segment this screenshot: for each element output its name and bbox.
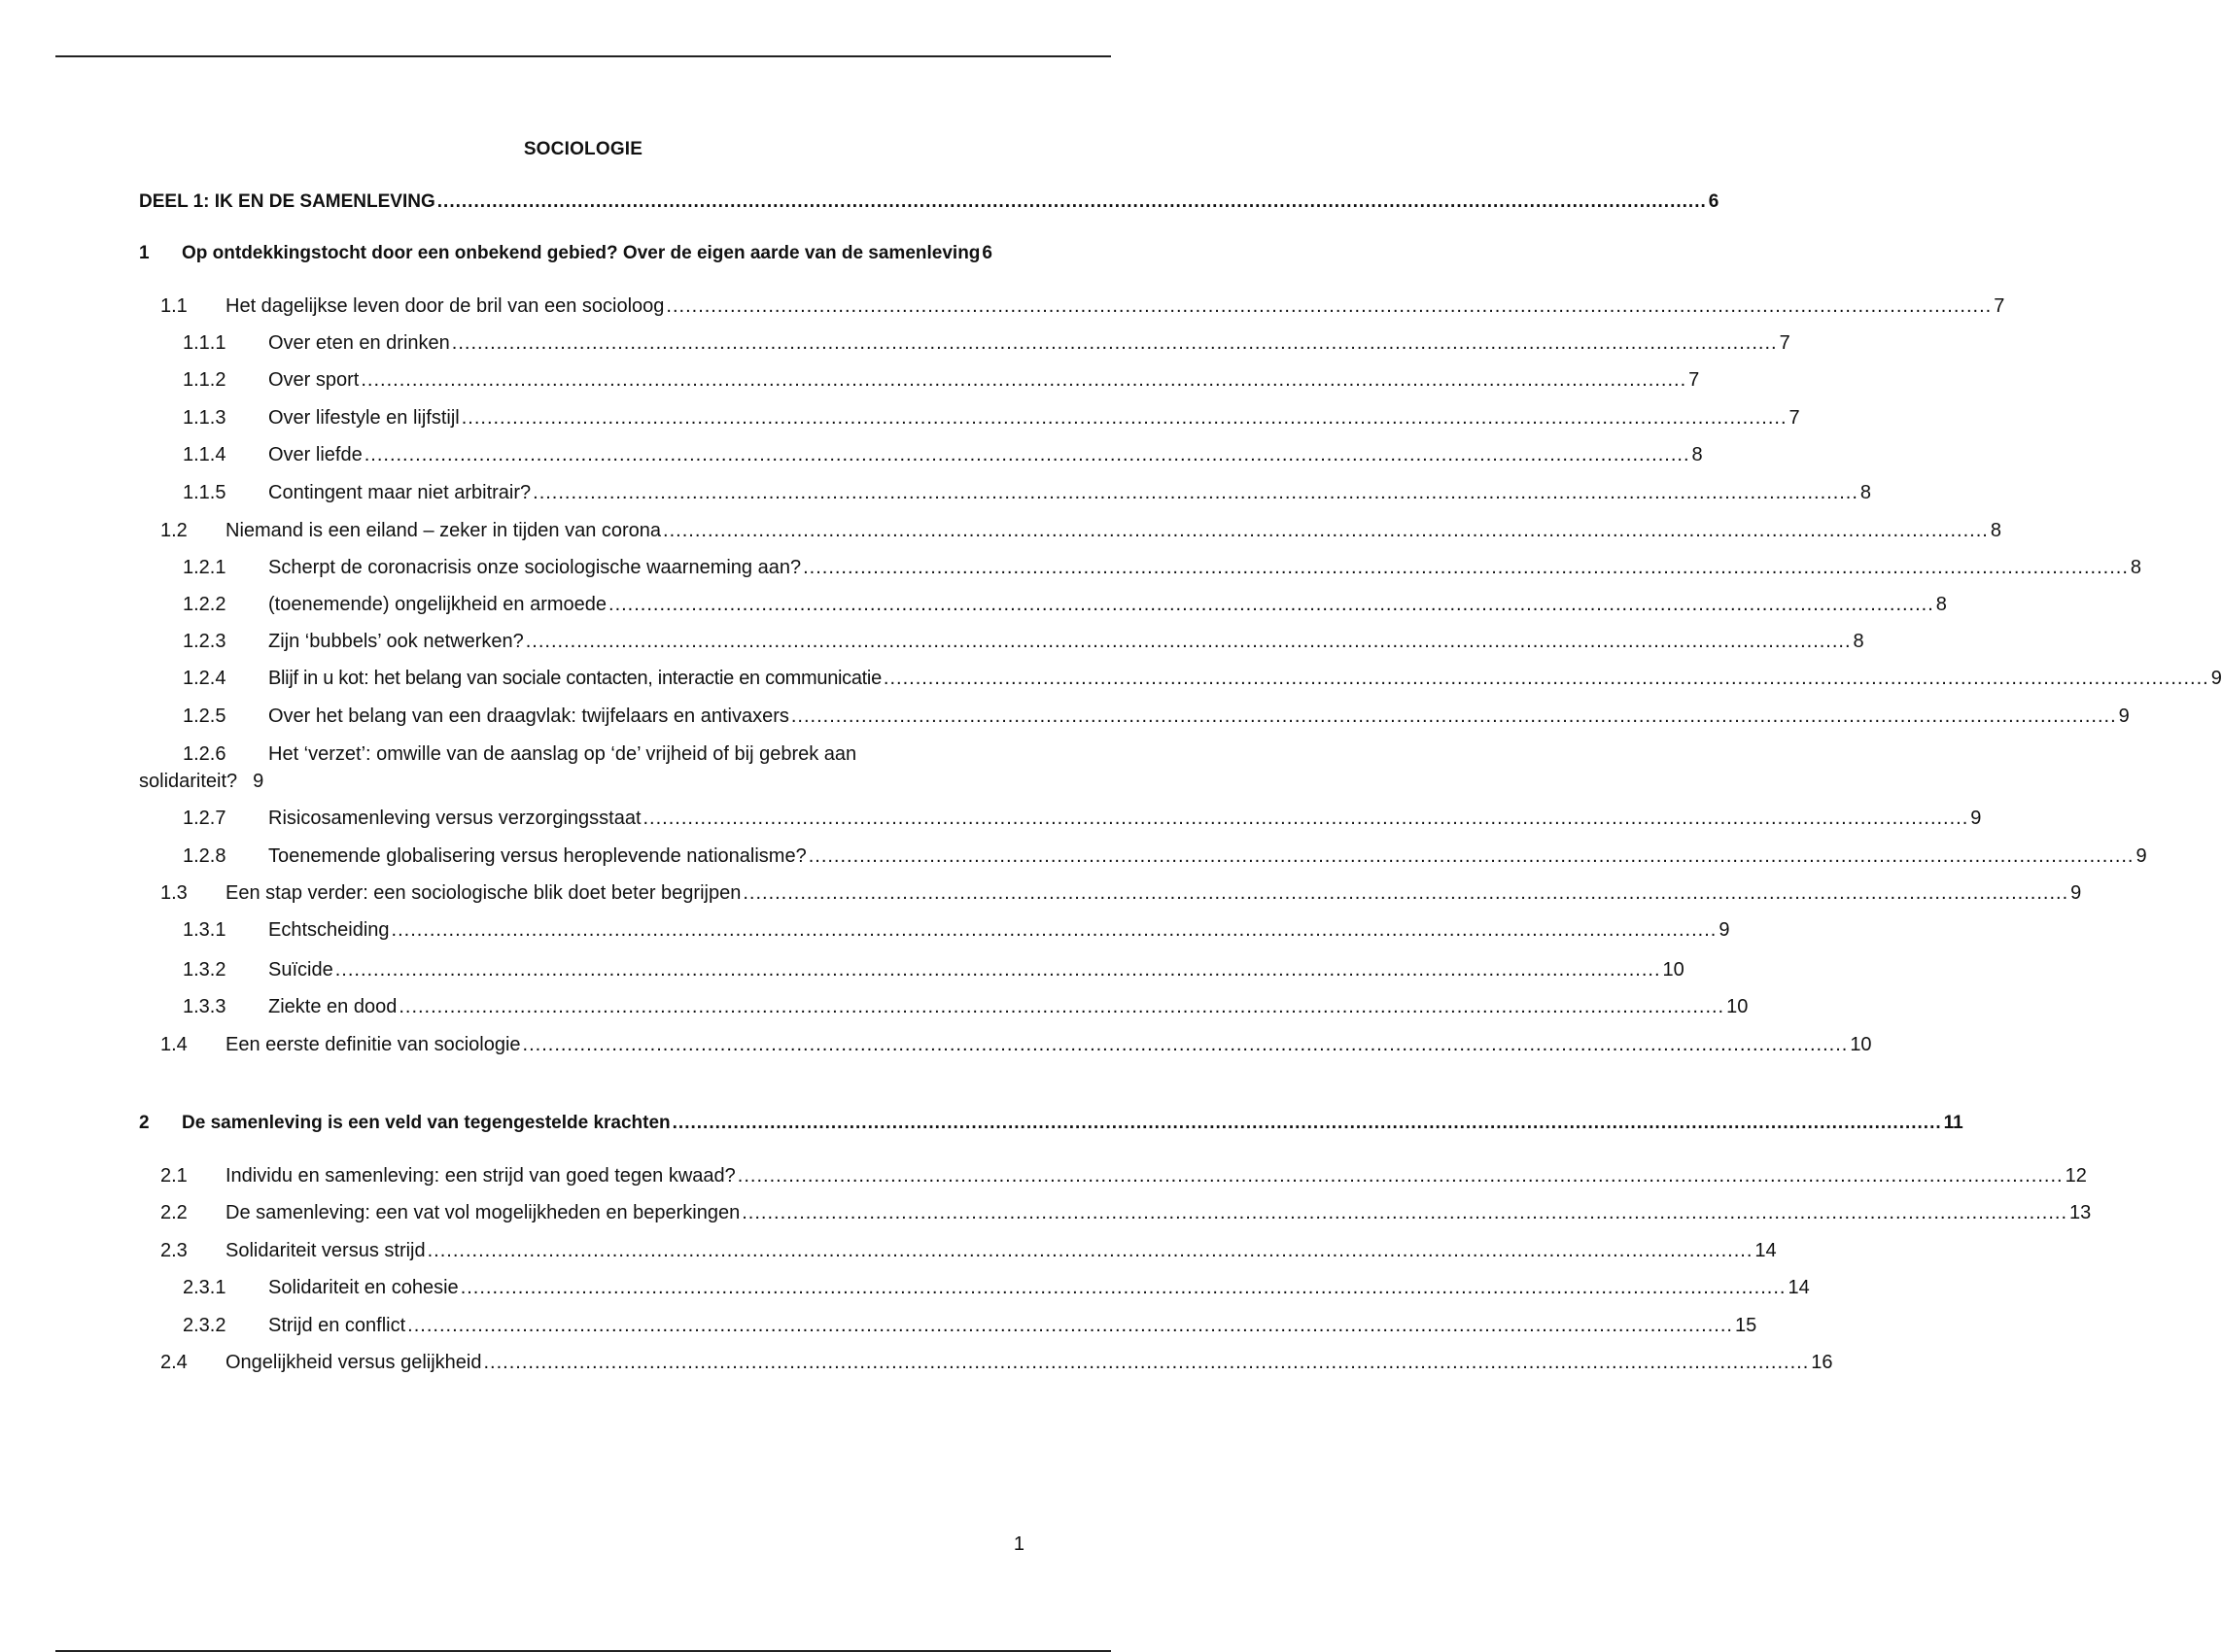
toc-entry-page: 14: [1754, 1240, 1777, 1261]
leader-dots: ................................................................................................................................................................................................................: [364, 444, 1690, 465]
toc-entry-number: 1.3.2: [183, 959, 226, 981]
leader-dots: ................................................................................................................................................................................................................: [461, 407, 1788, 429]
toc-entry-subsection-wrapped[interactable]: [0, 740, 1166, 795]
toc-entry-number: 1.2: [160, 520, 188, 541]
toc-entry-section[interactable]: [0, 1163, 2087, 1188]
toc-entry-number: 2.3.1: [183, 1277, 226, 1298]
toc-entry-text: Risicosamenleving versus verzorgingsstaat: [268, 808, 642, 829]
toc-entry-subsection[interactable]: [0, 806, 1982, 831]
toc-entry-text: Blijf in u kot: het belang van sociale contacten, interactie en communicatie: [268, 668, 882, 689]
toc-entry-number: 1.2.1: [183, 557, 226, 578]
toc-entry-subsection[interactable]: [0, 367, 1700, 393]
toc-entry-subsection[interactable]: [0, 555, 2141, 580]
toc-entry-page: 7: [1688, 369, 1700, 391]
toc-entry-page: 10: [1850, 1034, 1872, 1055]
toc-entry-number: 2: [139, 1113, 150, 1133]
toc-entry-page: 8: [1990, 520, 2001, 541]
leader-dots: ................................................................................................................................................................................................................: [391, 919, 1718, 941]
leader-dots: ................................................................................................................................................................................................................: [483, 1352, 1810, 1373]
toc-entry-text: DEEL 1: IK EN DE SAMENLEVING: [139, 189, 435, 215]
toc-entry-text: Over sport: [268, 369, 360, 391]
toc-entry-part[interactable]: [0, 189, 1719, 215]
toc-entry-page: 10: [1726, 996, 1749, 1017]
toc-entry-page: 8: [1853, 631, 1864, 652]
toc-entry-page: 9: [253, 771, 264, 792]
toc-entry-page: 14: [1788, 1277, 1810, 1298]
toc-entry-number: 1.2.4: [183, 668, 226, 689]
leader-dots: ................................................................................................................................................................................................................: [666, 295, 1993, 317]
toc-entry-text-line2-text: solidariteit?: [139, 771, 238, 792]
toc-entry-text-line1: Het ‘verzet’: omwille van de aanslag op ‘de’ vrijheid of bij gebrek aan: [268, 743, 857, 765]
toc-entry-page: 9: [2135, 845, 2147, 867]
toc-entry-number: 1.2.5: [183, 706, 226, 727]
leader-dots: ................................................................................................................................................................................................................: [407, 1315, 1733, 1336]
toc-entry-subsection[interactable]: [0, 1313, 1757, 1338]
toc-entry-page: 7: [1788, 407, 1800, 429]
leader-dots: ................................................................................................................................................................................................................: [608, 594, 1934, 615]
toc-entry-number: 1.3.1: [183, 919, 226, 941]
toc-entry-subsection[interactable]: [0, 405, 1800, 430]
toc-entry-text: Toenemende globalisering versus heroplevende nationalisme?: [268, 845, 807, 867]
toc-entry-page: 8: [1935, 594, 1947, 615]
leader-dots: ................................................................................................................................................................................................................: [737, 1165, 2064, 1187]
leader-dots: ................................................................................................................................................................................................................: [436, 191, 1707, 212]
toc-entry-number: 1.4: [160, 1034, 188, 1055]
toc-entry-text: Over liefde: [268, 444, 363, 465]
toc-entry-text: Over lifestyle en lijfstijl: [268, 407, 460, 429]
toc-entry-text: Solidariteit versus strijd: [226, 1240, 426, 1261]
leader-dots: ................................................................................................................................................................................................................: [790, 706, 2117, 727]
leader-dots: ................................................................................................................................................................................................................: [742, 1202, 2068, 1223]
leader-dots: ................................................................................................................................................................................................................: [672, 1113, 1942, 1133]
toc-entry-text: Niemand is een eiland – zeker in tijden van corona: [226, 520, 662, 541]
toc-entry-section[interactable]: [0, 880, 2082, 906]
toc-entry-subsection[interactable]: [0, 704, 2130, 729]
toc-entry-text: Ziekte en dood: [268, 996, 398, 1017]
toc-entry-section[interactable]: [0, 1238, 1777, 1263]
toc-entry-page: 9: [1719, 919, 1730, 941]
toc-entry-page: 15: [1734, 1315, 1757, 1336]
leader-dots: ................................................................................................................................................................................................................: [427, 1240, 1753, 1261]
toc-entry-text: Suïcide: [268, 959, 333, 981]
toc-entry-page: 9: [2118, 706, 2130, 727]
toc-entry-text: De samenleving is een veld van tegengestelde krachten: [182, 1111, 671, 1136]
toc-entry-page: 10: [1662, 959, 1684, 981]
leader-dots: ................................................................................................................................................................................................................: [743, 882, 2069, 904]
toc-entry-text: Een eerste definitie van sociologie: [226, 1034, 521, 1055]
toc-entry-section[interactable]: [0, 518, 2001, 543]
toc-entry-subsection[interactable]: [0, 480, 1872, 505]
leader-dots: ................................................................................................................................................................................................................: [642, 808, 1969, 829]
leader-dots: ................................................................................................................................................................................................................: [460, 1277, 1787, 1298]
toc-entry-page: 16: [1811, 1352, 1833, 1373]
toc-entry-number: 1.1.3: [183, 407, 226, 429]
toc-entry-number: 1.3: [160, 882, 188, 904]
toc-entry-page: 7: [1994, 295, 2005, 317]
toc-entry-text: Scherpt de coronacrisis onze sociologische waarneming aan?: [268, 557, 802, 578]
leader-dots: ................................................................................................................................................................................................................: [883, 668, 2209, 689]
toc-entry-subsection[interactable]: [0, 994, 1749, 1019]
toc-entry-number: 1.2.3: [183, 631, 226, 652]
toc-entry-subsection[interactable]: [0, 1275, 1810, 1300]
toc-entry-page: 8: [1859, 482, 1872, 503]
toc-entry-number: 1.3.3: [183, 996, 226, 1017]
toc-entry-subsection[interactable]: [0, 917, 1730, 943]
toc-entry-text: Strijd en conflict: [268, 1315, 406, 1336]
toc-entry-page: 8: [1691, 444, 1703, 465]
toc-entry-number: 1.1: [160, 295, 188, 317]
toc-entry-text: Echtscheiding: [268, 919, 390, 941]
toc-entry-number: 1.2.7: [183, 808, 226, 829]
toc-entry-text-line2: [139, 768, 263, 795]
header-rule: [55, 55, 1111, 57]
leader-dots: ................................................................................................................................................................................................................: [533, 482, 1858, 503]
leader-dots: ................................................................................................................................................................................................................: [803, 557, 2129, 578]
toc-entry-number: 1.1.1: [183, 332, 226, 354]
toc-entry-page: 9: [1970, 808, 1982, 829]
toc-entry-number: 1.2.6: [183, 743, 226, 765]
leader-dots: ................................................................................................................................................................................................................: [361, 369, 1687, 391]
toc-entry-subsection[interactable]: [0, 666, 2222, 691]
toc-entry-text: Een stap verder: een sociologische blik doet beter begrijpen: [226, 882, 742, 904]
toc-entry-text: Solidariteit en cohesie: [268, 1277, 459, 1298]
toc-entry-text: Over het belang van een draagvlak: twijfelaars en antivaxers: [268, 706, 789, 727]
toc-entry-text: Contingent maar niet arbitrair?: [268, 482, 532, 503]
toc-entry-text: Het dagelijkse leven door de bril van een socioloog: [226, 295, 665, 317]
toc-entry-text: (toenemende) ongelijkheid en armoede: [268, 594, 608, 615]
toc-entry-page: 8: [2130, 557, 2141, 578]
toc-entry-page: 12: [2065, 1165, 2087, 1187]
leader-dots: ................................................................................................................................................................................................................: [808, 845, 2135, 867]
toc-entry-chapter[interactable]: [0, 1111, 1963, 1136]
toc-entry-number: 1: [139, 243, 150, 263]
toc-entry-number: 1.1.4: [183, 444, 226, 465]
toc-entry-subsection[interactable]: [0, 442, 1703, 467]
toc-entry-section[interactable]: [0, 1032, 1872, 1057]
toc-entry-page: 7: [1779, 332, 1790, 354]
toc-entry-subsection[interactable]: [0, 592, 1947, 617]
toc-entry-section[interactable]: [0, 1200, 2092, 1225]
toc-entry-page: 6: [1708, 191, 1719, 212]
toc-entry-subsection[interactable]: [0, 629, 1864, 654]
leader-dots: ................................................................................................................................................................................................................: [334, 959, 1661, 981]
toc-entry-number: 2.1: [160, 1165, 188, 1187]
toc-entry-number: 2.3.2: [183, 1315, 226, 1336]
toc-entry-number: 1.2.8: [183, 845, 226, 867]
toc-entry-text: Ongelijkheid versus gelijkheid: [226, 1352, 482, 1373]
leader-dots: ................................................................................................................................................................................................................: [399, 996, 1725, 1017]
toc-entry-page: 9: [2070, 882, 2082, 904]
leader-dots: ................................................................................................................................................................................................................: [663, 520, 1989, 541]
toc-entry-page: 13: [2069, 1202, 2092, 1223]
leader-dots: ................................................................................................................................................................................................................: [522, 1034, 1849, 1055]
page-number: 1: [1013, 1533, 1024, 1555]
leader-dots: ................................................................................................................................................................................................................: [525, 631, 1852, 652]
toc-entry-number: 1.1.5: [183, 482, 226, 503]
toc-entry-page: 9: [2210, 668, 2222, 689]
toc-entry-section[interactable]: [0, 293, 2005, 319]
toc-entry-page: 6: [982, 243, 992, 263]
toc-entry-number: 2.4: [160, 1352, 188, 1373]
toc-entry-section[interactable]: [0, 1350, 1833, 1375]
toc-entry-subsection[interactable]: [0, 843, 2147, 869]
toc-entry-page: 11: [1943, 1113, 1963, 1133]
toc-entry-subsection[interactable]: [0, 957, 1684, 982]
toc-entry-subsection[interactable]: [0, 330, 1790, 356]
toc-entry-number: 1.1.2: [183, 369, 226, 391]
toc-entry-text: Op ontdekkingstocht door een onbekend gebied? Over de eigen aarde van de samenleving: [182, 241, 980, 266]
toc-entry-chapter[interactable]: [0, 241, 1166, 266]
toc-entry-text: De samenleving: een vat vol mogelijkheden en beperkingen: [226, 1202, 741, 1223]
leader-dots: ................................................................................................................................................................................................................: [451, 332, 1778, 354]
toc-entry-number: 1.2.2: [183, 594, 226, 615]
toc-entry-text: Zijn ‘bubbels’ ook netwerken?: [268, 631, 524, 652]
toc-entry-number: 2.2: [160, 1202, 188, 1223]
toc-entry-number: 2.3: [160, 1240, 188, 1261]
document-title: SOCIOLOGIE: [523, 139, 643, 159]
toc-entry-text: Individu en samenleving: een strijd van goed tegen kwaad?: [226, 1165, 736, 1187]
toc-entry-text: Over eten en drinken: [268, 332, 450, 354]
